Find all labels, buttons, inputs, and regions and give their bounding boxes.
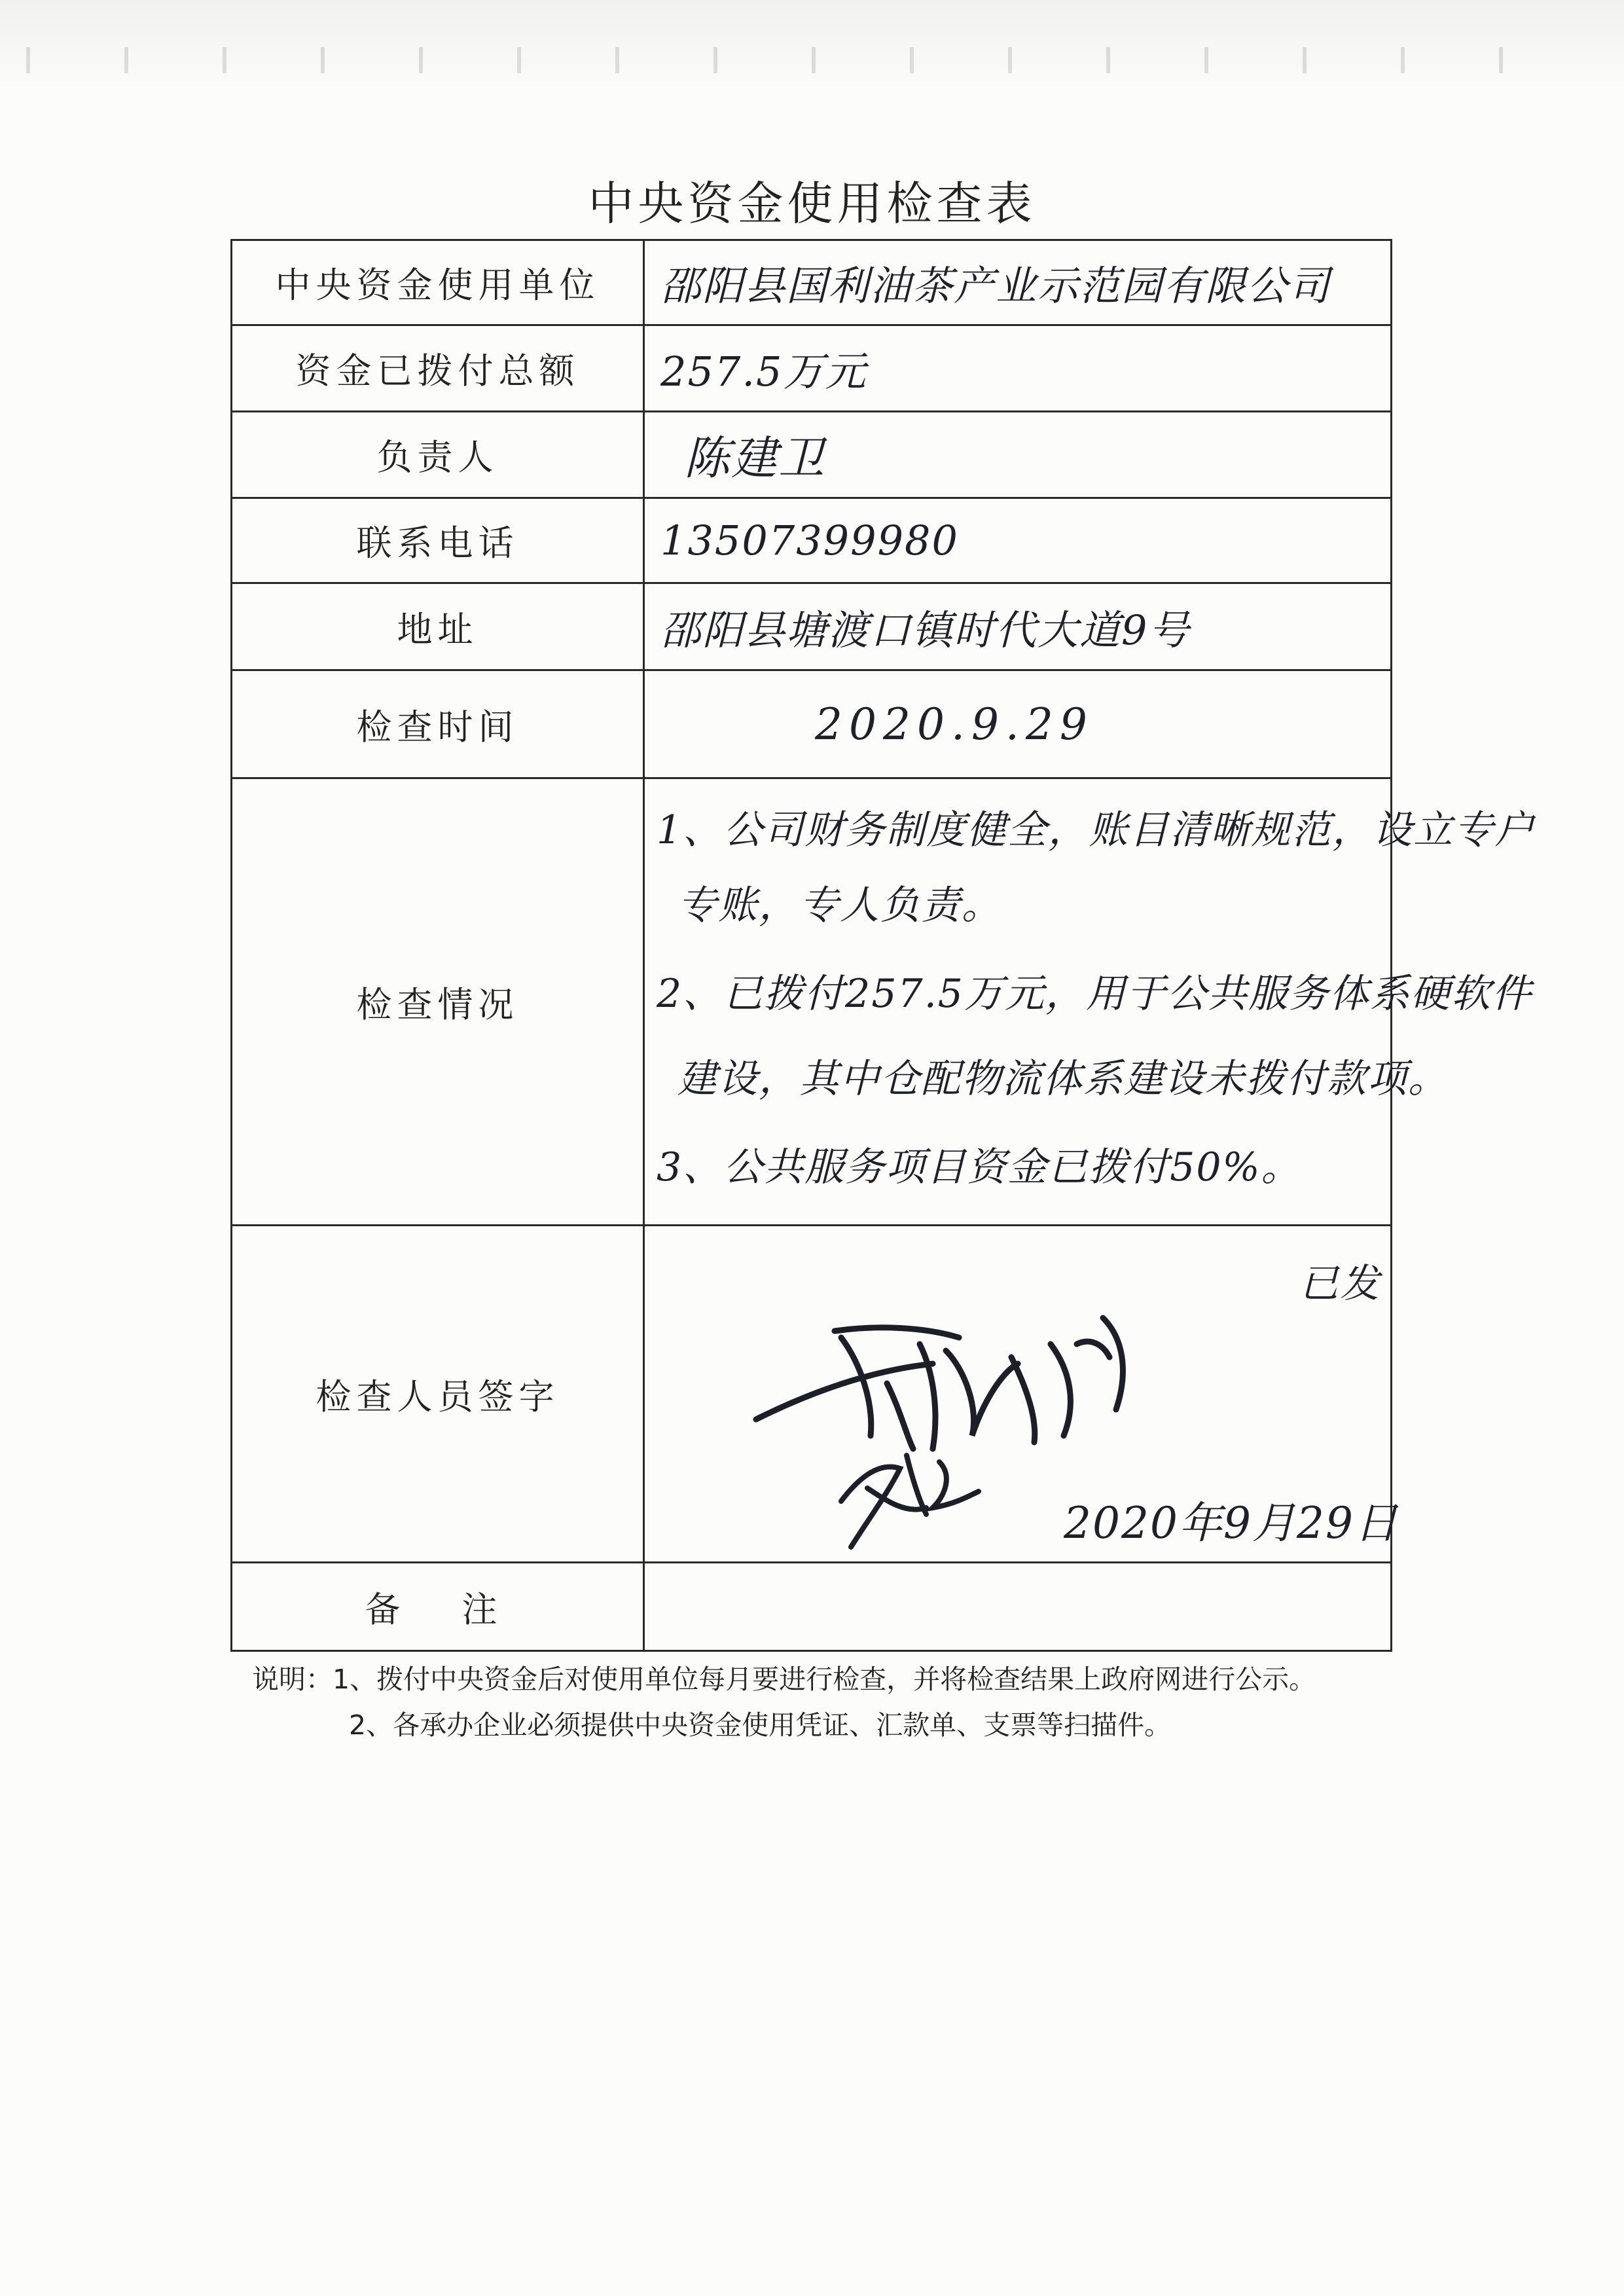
note-line: 2、各承办企业必须提供中央资金使用凭证、汇款单、支票等扫描件。 <box>349 1709 1172 1741</box>
table-row <box>232 583 1392 670</box>
sign-note: 已发 <box>1299 1261 1380 1307</box>
inspection-table <box>230 239 1536 1652</box>
situation-line: 专账，专人负责。 <box>677 883 1002 928</box>
table-row <box>232 778 1392 1226</box>
scan-artifact <box>26 47 1597 73</box>
row-label: 负责人 <box>232 412 644 498</box>
phone-value: 13507399980 <box>660 517 959 564</box>
amount-value: 257.5万元 <box>660 348 867 395</box>
situation-line: 2、已拨付257.5万元，用于公共服务体系硬软件 <box>657 971 1532 1017</box>
table-row <box>232 1563 1392 1651</box>
row-label: 检查时间 <box>232 670 644 778</box>
table-row <box>232 240 1392 325</box>
date-value: 2020.9.29 <box>815 699 1094 750</box>
row-label: 资金已拨付总额 <box>232 325 644 412</box>
table-row <box>232 670 1392 778</box>
situation-line: 3、公共服务项目资金已拨付50%。 <box>657 1144 1302 1190</box>
table-row <box>232 1226 1392 1563</box>
row-label: 联系电话 <box>232 498 644 583</box>
table-row <box>232 498 1392 583</box>
table-row <box>232 412 1392 498</box>
scan-edge <box>0 0 1624 92</box>
notes <box>252 1656 1316 1748</box>
page-title: 中央资金使用检查表 <box>588 177 1036 230</box>
sign-date: 2020年9月29日 <box>1064 1498 1399 1548</box>
address-value: 邵阳县塘渡口镇时代大道9号 <box>660 606 1191 654</box>
table-row <box>232 325 1392 412</box>
note-line: 说明：1、拨付中央资金后对使用单位每月要进行检查，并将检查结果上政府网进行公示。 <box>252 1664 1316 1695</box>
unit-value: 邵阳县国利油茶产业示范园有限公司 <box>660 262 1331 310</box>
row-label: 地址 <box>232 583 644 670</box>
remark-value <box>644 1563 1392 1651</box>
row-label: 备 注 <box>232 1563 644 1651</box>
person-value: 陈建卫 <box>684 431 825 485</box>
situation-line: 建设，其中仓配物流体系建设未拨付款项。 <box>677 1056 1449 1102</box>
situation-line: 1、公司财务制度健全，账目清晰规范，设立专户 <box>657 807 1536 853</box>
row-label: 检查情况 <box>232 778 644 1226</box>
row-label: 检查人员签字 <box>232 1226 644 1563</box>
row-label: 中央资金使用单位 <box>232 240 644 325</box>
